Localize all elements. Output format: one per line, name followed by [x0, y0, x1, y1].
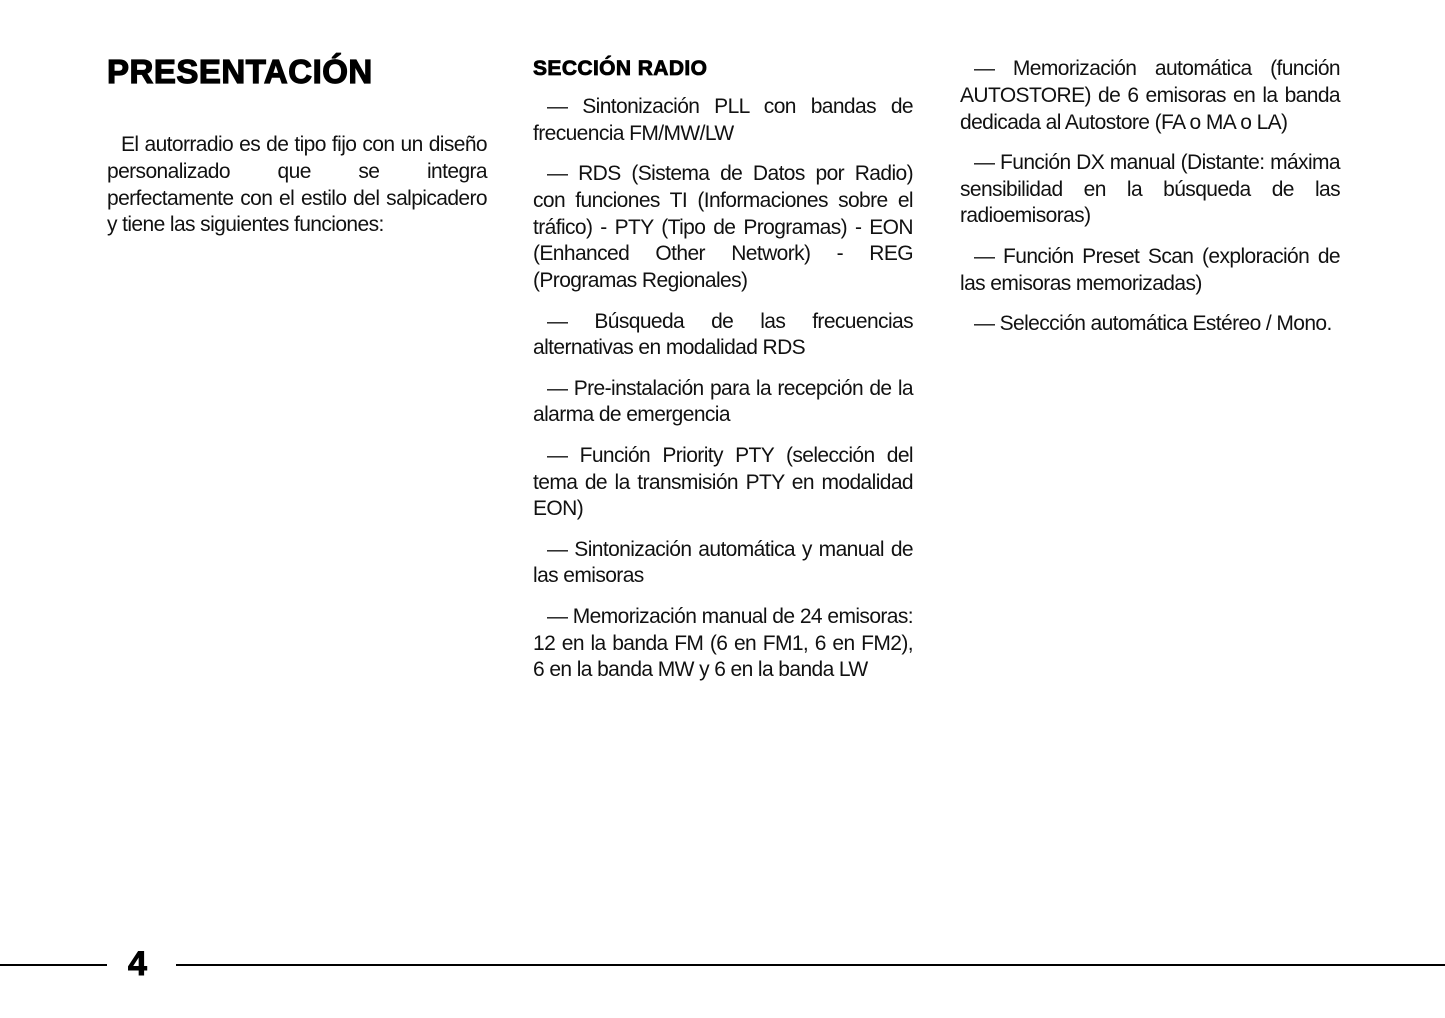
feature-item: — Función Priority PTY (selección del tema de la transmisión PTY en modalidad EON) [533, 443, 913, 521]
feature-item: — Sintonización PLL con bandas de frecuencia FM/MW/LW [533, 95, 913, 145]
radio-section-column [533, 54, 913, 698]
footer-rule-left [0, 964, 107, 966]
page-number: 4 [128, 945, 147, 983]
page-title: PRESENTACIÓN [107, 53, 373, 90]
feature-item: — Pre-instalación para la recepción de la alarma de emergencia [533, 376, 913, 427]
intro-paragraph: El autorradio es de tipo fijo con un diseño personalizado que se integra perfectamente con el estilo del salpicadero y tiene las siguientes funciones: [107, 133, 487, 237]
radio-section-continued-column [960, 56, 1340, 351]
feature-item: — Búsqueda de las frecuencias alternativas en modalidad RDS [533, 309, 913, 360]
section-heading-radio: SECCIÓN RADIO [533, 57, 708, 80]
feature-item: — Función Preset Scan (exploración de las emisoras memorizadas) [960, 244, 1340, 295]
feature-item: — RDS (Sistema de Datos por Radio) con funciones TI (Informaciones sobre el tráfico) - PTY (Tipo de Programas) - EON (Enhanced Other Network) - REG (Programas Regionales) [533, 162, 913, 293]
feature-item: — Memorización automática (función AUTOSTORE) de 6 emisoras en la banda dedicada al Autostore (FA o MA o LA) [960, 57, 1340, 134]
intro-column [107, 132, 487, 253]
feature-item: — Selección automática Estéreo / Mono. [974, 311, 1332, 335]
feature-item: — Función DX manual (Distante: máxima sensibilidad en la búsqueda de las radioemisoras) [960, 150, 1340, 228]
feature-item: — Memorización manual de 24 emisoras: 12 en la banda FM (6 en FM1, 6 en FM2), 6 en la banda MW y 6 en la banda LW [533, 604, 913, 682]
footer-rule-right [176, 964, 1445, 966]
feature-item: — Sintonización automática y manual de las emisoras [533, 537, 913, 588]
